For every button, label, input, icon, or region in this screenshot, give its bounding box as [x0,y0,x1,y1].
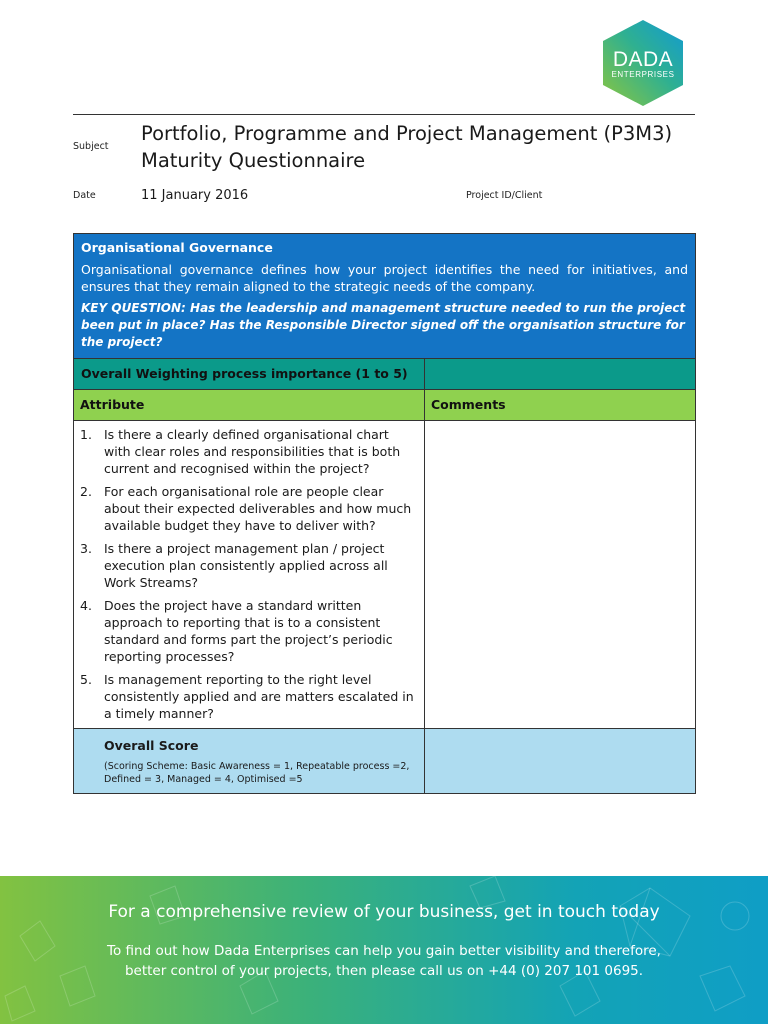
attribute-header: Attribute [80,397,145,412]
document-title: Portfolio, Programme and Project Management (P3M3) Maturity Questionnaire [141,122,673,172]
logo-subtext: ENTERPRISES [611,70,675,79]
overall-score-label: Overall Score [104,738,199,753]
comments-header: Comments [431,397,506,412]
list-item: 2. For each organisational role are people clear about their expected deliverables and how much available budget they have to deliver with? [80,484,412,533]
section-description: Organisational governance defines how your project identifies the need for initiatives, and ensures that they remain aligned to the strategic needs of the company. [81,262,688,294]
section-title: Organisational Governance [81,240,273,255]
weighting-value-cell[interactable] [425,359,696,390]
overall-score-cell [74,729,425,794]
header-divider [73,114,695,115]
logo-wordmark: DADA [612,48,674,71]
date-label: Date [73,190,96,201]
list-item: 4. Does the project have a standard written approach to reporting that is to a consistent standard and forms part the project’s periodic reporting processes? [80,598,393,664]
footer-headline: For a comprehensive review of your business, get in touch today [108,902,660,922]
footer-contact-text: To find out how Dada Enterprises can help you gain better visibility and therefore, better control of your projects, then please call us on +44 (0) 207 101 0695. [107,943,661,979]
comments-header-cell [425,390,696,421]
attribute-header-cell [74,390,425,421]
list-item: 1. Is there a clearly defined organisational chart with clear roles and responsibilities that is both current and recognised within the project? [80,427,401,476]
weighting-label: Overall Weighting process importance (1 to 5) [81,366,408,381]
weighting-label-cell [74,359,425,390]
comments-cell[interactable] [425,421,696,729]
overall-score-value-cell[interactable] [425,729,696,794]
list-item: 5. Is management reporting to the right level consistently applied and are matters escalated in a timely manner? [80,672,414,721]
dada-enterprises-logo [601,19,685,107]
key-question: KEY QUESTION: Has the leadership and management structure needed to run the project been put in place? Has the Responsible Director signed off the organisation structure for the project? [81,301,686,349]
question-list [80,426,418,722]
questionnaire-table [73,233,696,794]
scoring-scheme: (Scoring Scheme: Basic Awareness = 1, Repeatable process =2, Defined = 3, Managed = 4, Optimised =5 [104,761,410,785]
date-value: 11 January 2016 [141,188,249,203]
subject-label: Subject [73,141,109,152]
list-item: 3. Is there a project management plan / project execution plan consistently applied across all Work Streams? [80,541,388,590]
footer-banner [0,876,768,1024]
section-header [74,234,696,359]
project-id-label: Project ID/Client [466,190,543,201]
attribute-questions-cell [74,421,425,729]
